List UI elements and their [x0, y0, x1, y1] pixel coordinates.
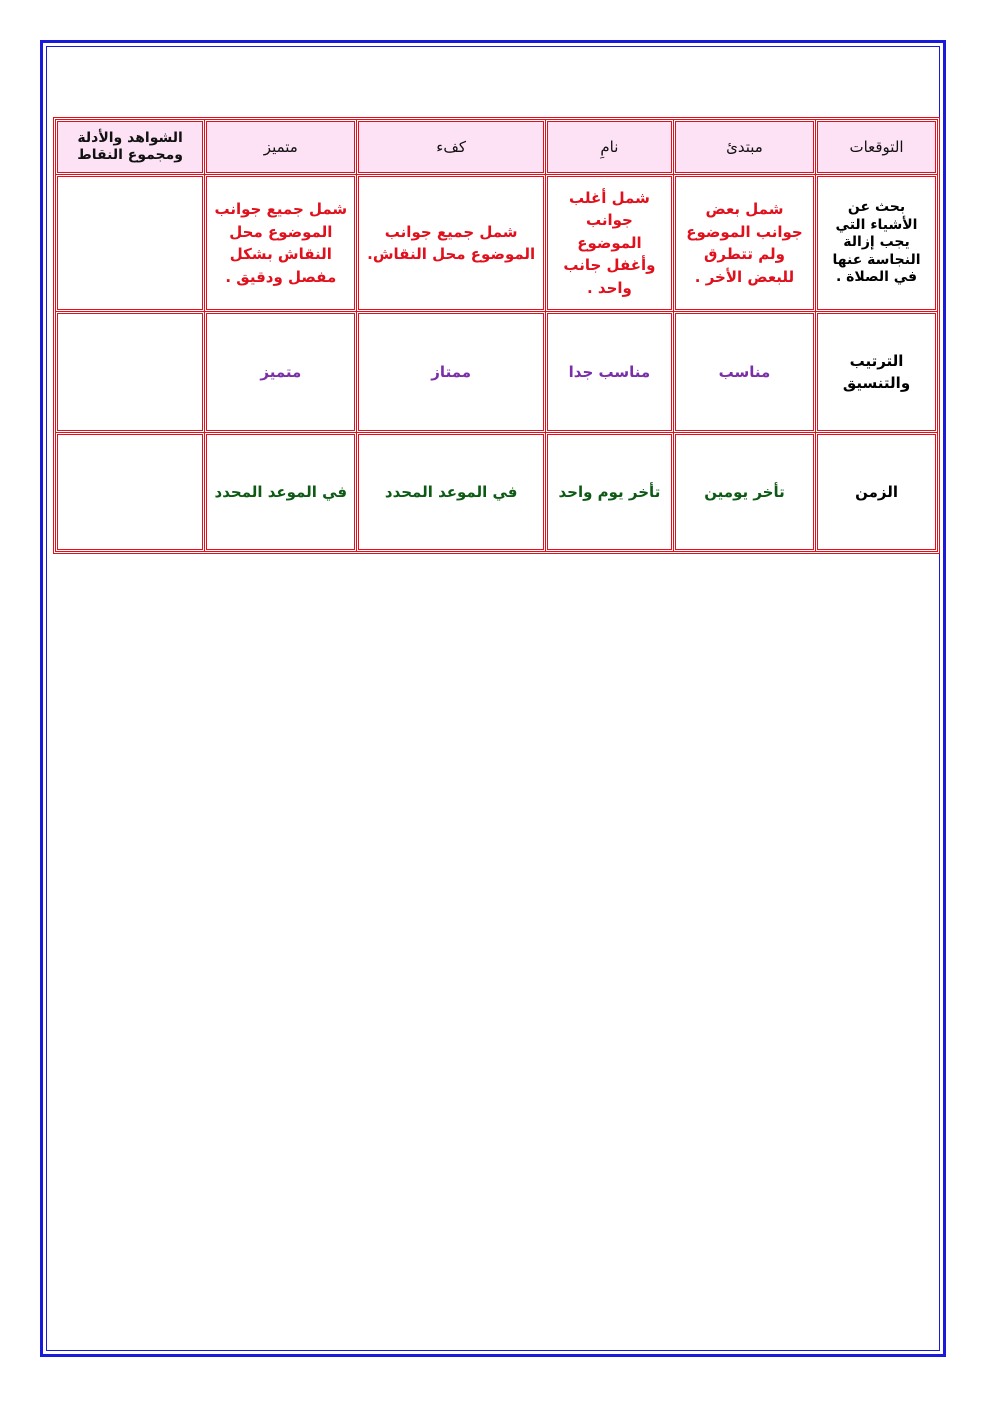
row-cell-developing: تأخر يوم واحد [547, 434, 672, 550]
row-cell-evidence[interactable] [57, 313, 203, 431]
header-distinguished: متميز [206, 121, 355, 173]
row-cell-beginner: مناسب [675, 313, 814, 431]
header-developing: نامِ [547, 121, 672, 173]
row-criterion: الترتيب والتنسيق [817, 313, 936, 431]
header-beginner: مبتدئ [675, 121, 814, 173]
rubric-table [53, 117, 940, 554]
row-cell-developing: مناسب جدا [547, 313, 672, 431]
table-row [57, 176, 936, 310]
header-expectations: التوقعات [817, 121, 936, 173]
table-row [57, 313, 936, 431]
row-cell-distinguished: شمل جميع جوانب الموضوع محل النقاش بشكل مفصل ودقيق . [206, 176, 355, 310]
header-competent: كفء [358, 121, 544, 173]
row-cell-evidence[interactable] [57, 434, 203, 550]
row-cell-distinguished: في الموعد المحدد [206, 434, 355, 550]
row-cell-evidence[interactable] [57, 176, 203, 310]
table-header-row [57, 121, 936, 173]
row-cell-competent: شمل جميع جوانب الموضوع محل النقاش. [358, 176, 544, 310]
header-evidence: الشواهد والأدلة ومجموع النقاط [57, 121, 203, 173]
row-criterion: بحث عن الأشياء التي يجب إزالة النجاسة عنها في الصلاة . [817, 176, 936, 310]
row-cell-competent: ممتاز [358, 313, 544, 431]
row-cell-developing: شمل أغلب جوانب الموضوع وأغفل جانب واحد . [547, 176, 672, 310]
row-cell-beginner: شمل بعض جوانب الموضوع ولم تتطرق للبعض الأخر . [675, 176, 814, 310]
row-criterion: الزمن [817, 434, 936, 550]
row-cell-beginner: تأخر يومين [675, 434, 814, 550]
row-cell-competent: في الموعد المحدد [358, 434, 544, 550]
row-cell-distinguished: متميز [206, 313, 355, 431]
table-row [57, 434, 936, 550]
